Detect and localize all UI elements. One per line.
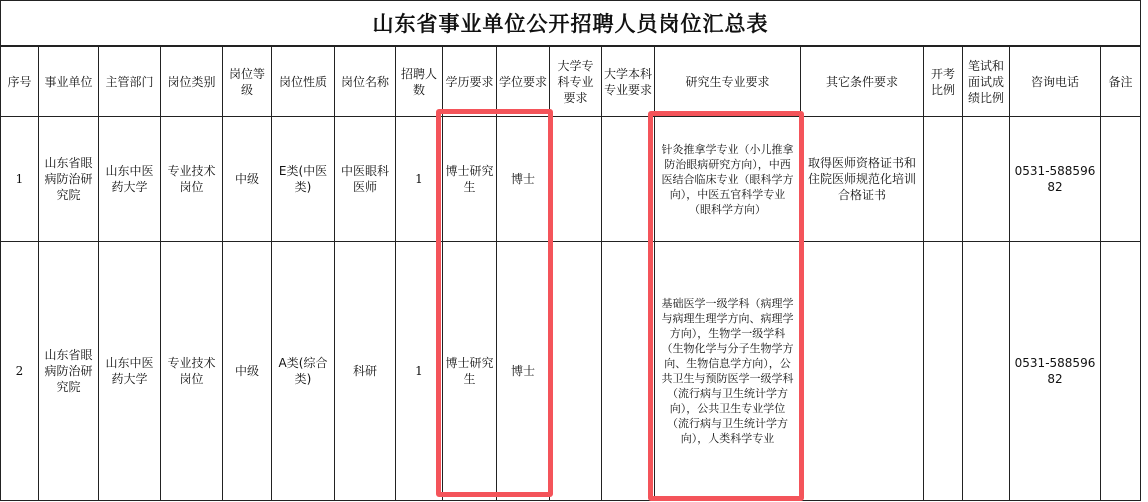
cell-bachelor (602, 117, 655, 242)
cell-no: 2 (1, 242, 39, 501)
cell-unit: 山东省眼病防治研究院 (39, 242, 99, 501)
cell-other (801, 242, 924, 501)
col-header: 岗位等级 (223, 47, 272, 117)
cell-college (550, 242, 602, 501)
cell-no: 1 (1, 117, 39, 242)
cell-remark (1101, 242, 1141, 501)
cell-education: 博士研究生 (443, 242, 497, 501)
table-row (1, 117, 1141, 242)
col-header: 序号 (1, 47, 39, 117)
col-header: 研究生专业要求 (655, 47, 801, 117)
col-header: 咨询电话 (1010, 47, 1101, 117)
col-header: 事业单位 (39, 47, 99, 117)
col-header: 学历要求 (443, 47, 497, 117)
table-title: 山东省事业单位公开招聘人员岗位汇总表 (0, 0, 1140, 46)
cell-nature: E类(中医类) (272, 117, 335, 242)
cell-graduate: 基础医学一级学科（病理学与病理生理学方向、病理学方向），生物学一级学科（生物化学与分子生物学方向、生物信息学方向），公共卫生与预防医学一级学科（流行病与卫生统计学方向），公共卫生专业学位（流行病与卫生统计学方向），人类科学专业 (655, 242, 801, 501)
header-row (1, 47, 1141, 117)
cell-position: 科研 (335, 242, 396, 501)
col-header: 主管部门 (99, 47, 161, 117)
cell-remark (1101, 117, 1141, 242)
cell-degree: 博士 (497, 117, 550, 242)
cell-nature: A类(综合类) (272, 242, 335, 501)
col-header: 学位要求 (497, 47, 550, 117)
col-header: 笔试和面试成绩比例 (963, 47, 1010, 117)
table-row (1, 242, 1141, 501)
cell-score-ratio (963, 117, 1010, 242)
col-header: 大学专科专业要求 (550, 47, 602, 117)
cell-phone: 0531-58859682 (1010, 117, 1101, 242)
cell-ratio (924, 242, 963, 501)
positions-table (0, 46, 1141, 501)
col-header: 备注 (1101, 47, 1141, 117)
col-header: 岗位类别 (161, 47, 223, 117)
cell-bachelor (602, 242, 655, 501)
col-header: 其它条件要求 (801, 47, 924, 117)
cell-count: 1 (396, 242, 443, 501)
cell-position: 中医眼科医师 (335, 117, 396, 242)
cell-dept: 山东中医药大学 (99, 242, 161, 501)
cell-unit: 山东省眼病防治研究院 (39, 117, 99, 242)
col-header: 招聘人数 (396, 47, 443, 117)
cell-education: 博士研究生 (443, 117, 497, 242)
cell-score-ratio (963, 242, 1010, 501)
col-header: 开考比例 (924, 47, 963, 117)
cell-other: 取得医师资格证书和住院医师规范化培训合格证书 (801, 117, 924, 242)
col-header: 大学本科专业要求 (602, 47, 655, 117)
col-header: 岗位性质 (272, 47, 335, 117)
cell-category: 专业技术岗位 (161, 117, 223, 242)
cell-ratio (924, 117, 963, 242)
cell-dept: 山东中医药大学 (99, 117, 161, 242)
cell-count: 1 (396, 117, 443, 242)
cell-degree: 博士 (497, 242, 550, 501)
cell-level: 中级 (223, 242, 272, 501)
col-header: 岗位名称 (335, 47, 396, 117)
cell-phone: 0531-58859682 (1010, 242, 1101, 501)
cell-graduate: 针灸推拿学专业（小儿推拿防治眼病研究方向），中西医结合临床专业（眼科学方向），中医五官科学专业（眼科学方向） (655, 117, 801, 242)
cell-level: 中级 (223, 117, 272, 242)
cell-category: 专业技术岗位 (161, 242, 223, 501)
cell-college (550, 117, 602, 242)
